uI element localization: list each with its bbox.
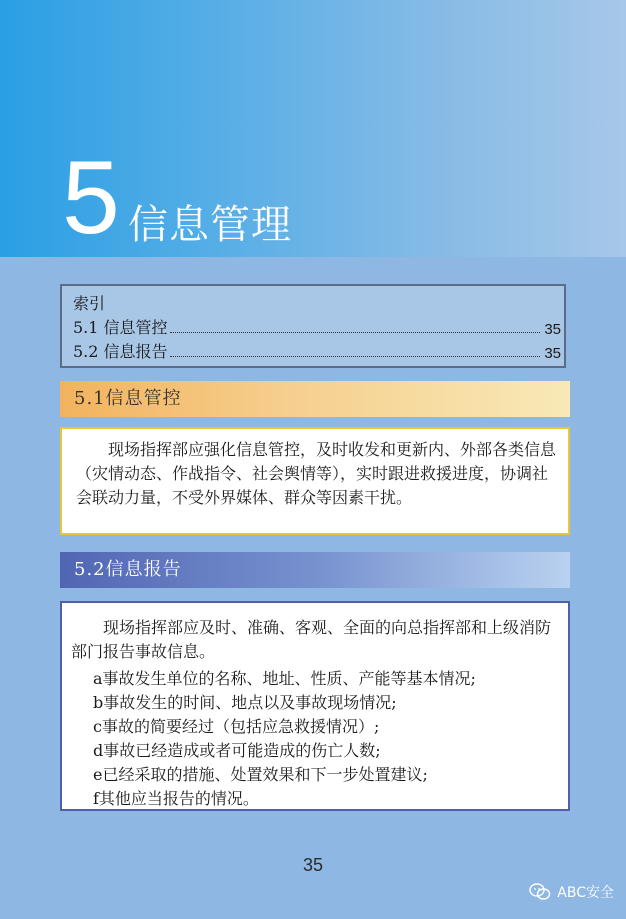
chapter-number: 5: [62, 140, 120, 256]
index-title: 索引: [73, 294, 106, 313]
watermark: [529, 882, 614, 902]
report-item: c事故的简要经过（包括应急救援情况）;: [93, 717, 380, 736]
section-1-heading: 5.1信息管控: [60, 381, 570, 417]
dot-leader: [170, 356, 541, 357]
index-entry-label: 5.1 信息管控: [73, 318, 168, 337]
index-box: [60, 284, 566, 368]
index-entry[interactable]: [73, 340, 561, 362]
index-entry-label: 5.2 信息报告: [73, 342, 168, 361]
report-item: f其他应当报告的情况。: [93, 789, 259, 808]
section-1-body: 现场指挥部应强化信息管控，及时收发和更新内、外部各类信息（灾情动态、作战指令、社会舆情等），实时跟进救援进度，协调社会联动力量，不受外界媒体、群众等因素干扰。: [60, 427, 570, 535]
section-2-intro: 现场指挥部应及时、准确、客观、全面的向总指挥部和上级消防部门报告事故信息。: [71, 618, 552, 661]
report-item: e已经采取的措施、处置效果和下一步处置建议;: [93, 765, 428, 784]
chapter-header-banner: [0, 0, 626, 257]
report-item: d事故已经造成或者可能造成的伤亡人数;: [93, 741, 381, 760]
dot-leader: [170, 332, 541, 333]
page-number: 35: [302, 855, 324, 875]
report-item: b事故发生的时间、地点以及事故现场情况;: [93, 693, 397, 712]
section-2-heading: 5.2信息报告: [60, 552, 570, 588]
index-entry[interactable]: [73, 316, 561, 338]
index-entry-page: 35: [544, 321, 561, 338]
watermark-text: ABC安全: [557, 885, 614, 901]
index-entry-page: 35: [544, 345, 561, 362]
section-2-body: [60, 601, 570, 811]
wechat-icon: [529, 883, 551, 901]
chapter-title: 信息管理: [128, 202, 292, 248]
report-item: a事故发生单位的名称、地址、性质、产能等基本情况;: [93, 669, 476, 688]
